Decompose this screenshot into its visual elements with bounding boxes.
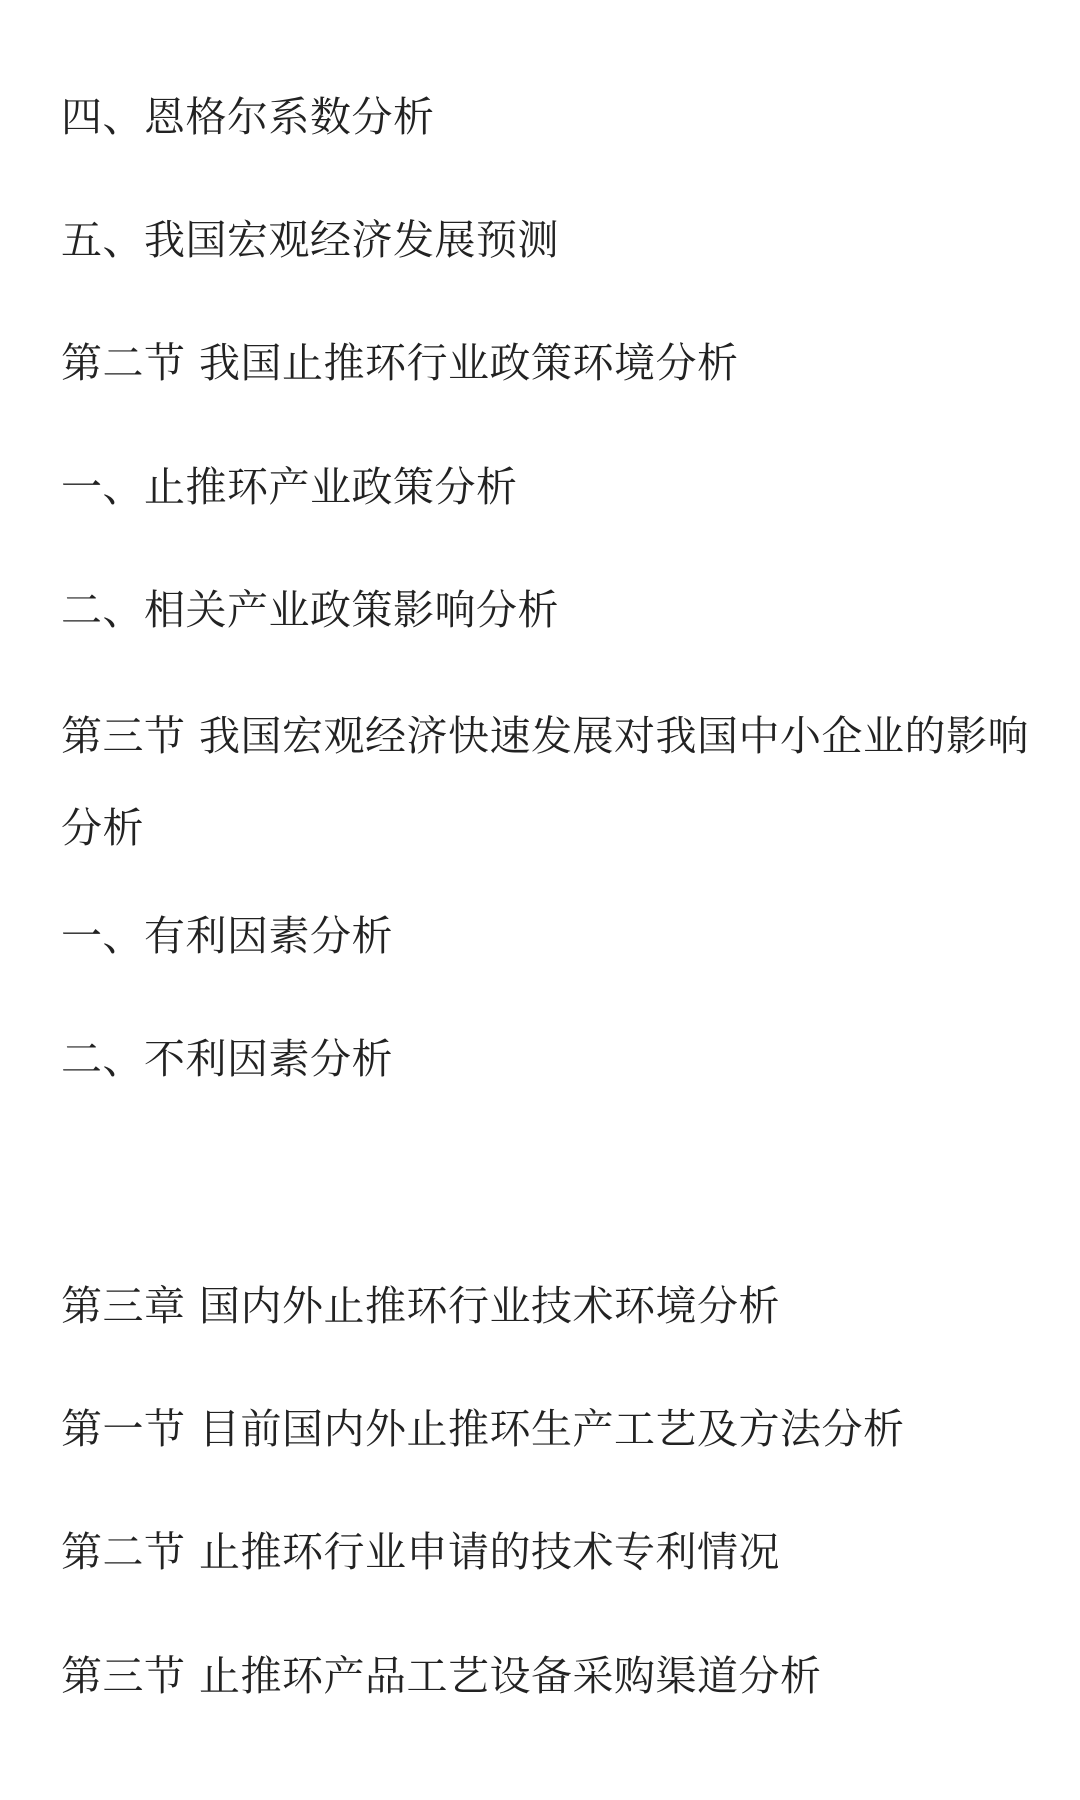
toc-entry: 二、不利因素分析	[61, 1035, 393, 1083]
toc-section-heading: 第一节 目前国内外止推环生产工艺及方法分析	[61, 1405, 905, 1453]
toc-entry: 一、止推环产业政策分析	[61, 463, 518, 511]
toc-entry: 五、我国宏观经济发展预测	[61, 216, 559, 264]
toc-chapter-heading: 第三章 国内外止推环行业技术环境分析	[61, 1282, 781, 1330]
toc-section-heading: 第二节 止推环行业申请的技术专利情况	[61, 1528, 781, 1576]
toc-entry: 一、有利因素分析	[61, 912, 393, 960]
toc-entry: 二、相关产业政策影响分析	[61, 586, 559, 634]
toc-section-heading: 第二节 我国止推环行业政策环境分析	[61, 339, 739, 387]
toc-section-heading: 第三节 止推环产品工艺设备采购渠道分析	[61, 1652, 822, 1700]
toc-section-heading: 第三节 我国宏观经济快速发展对我国中小企业的影响分析	[61, 712, 1030, 852]
toc-entry: 四、恩格尔系数分析	[61, 93, 435, 141]
